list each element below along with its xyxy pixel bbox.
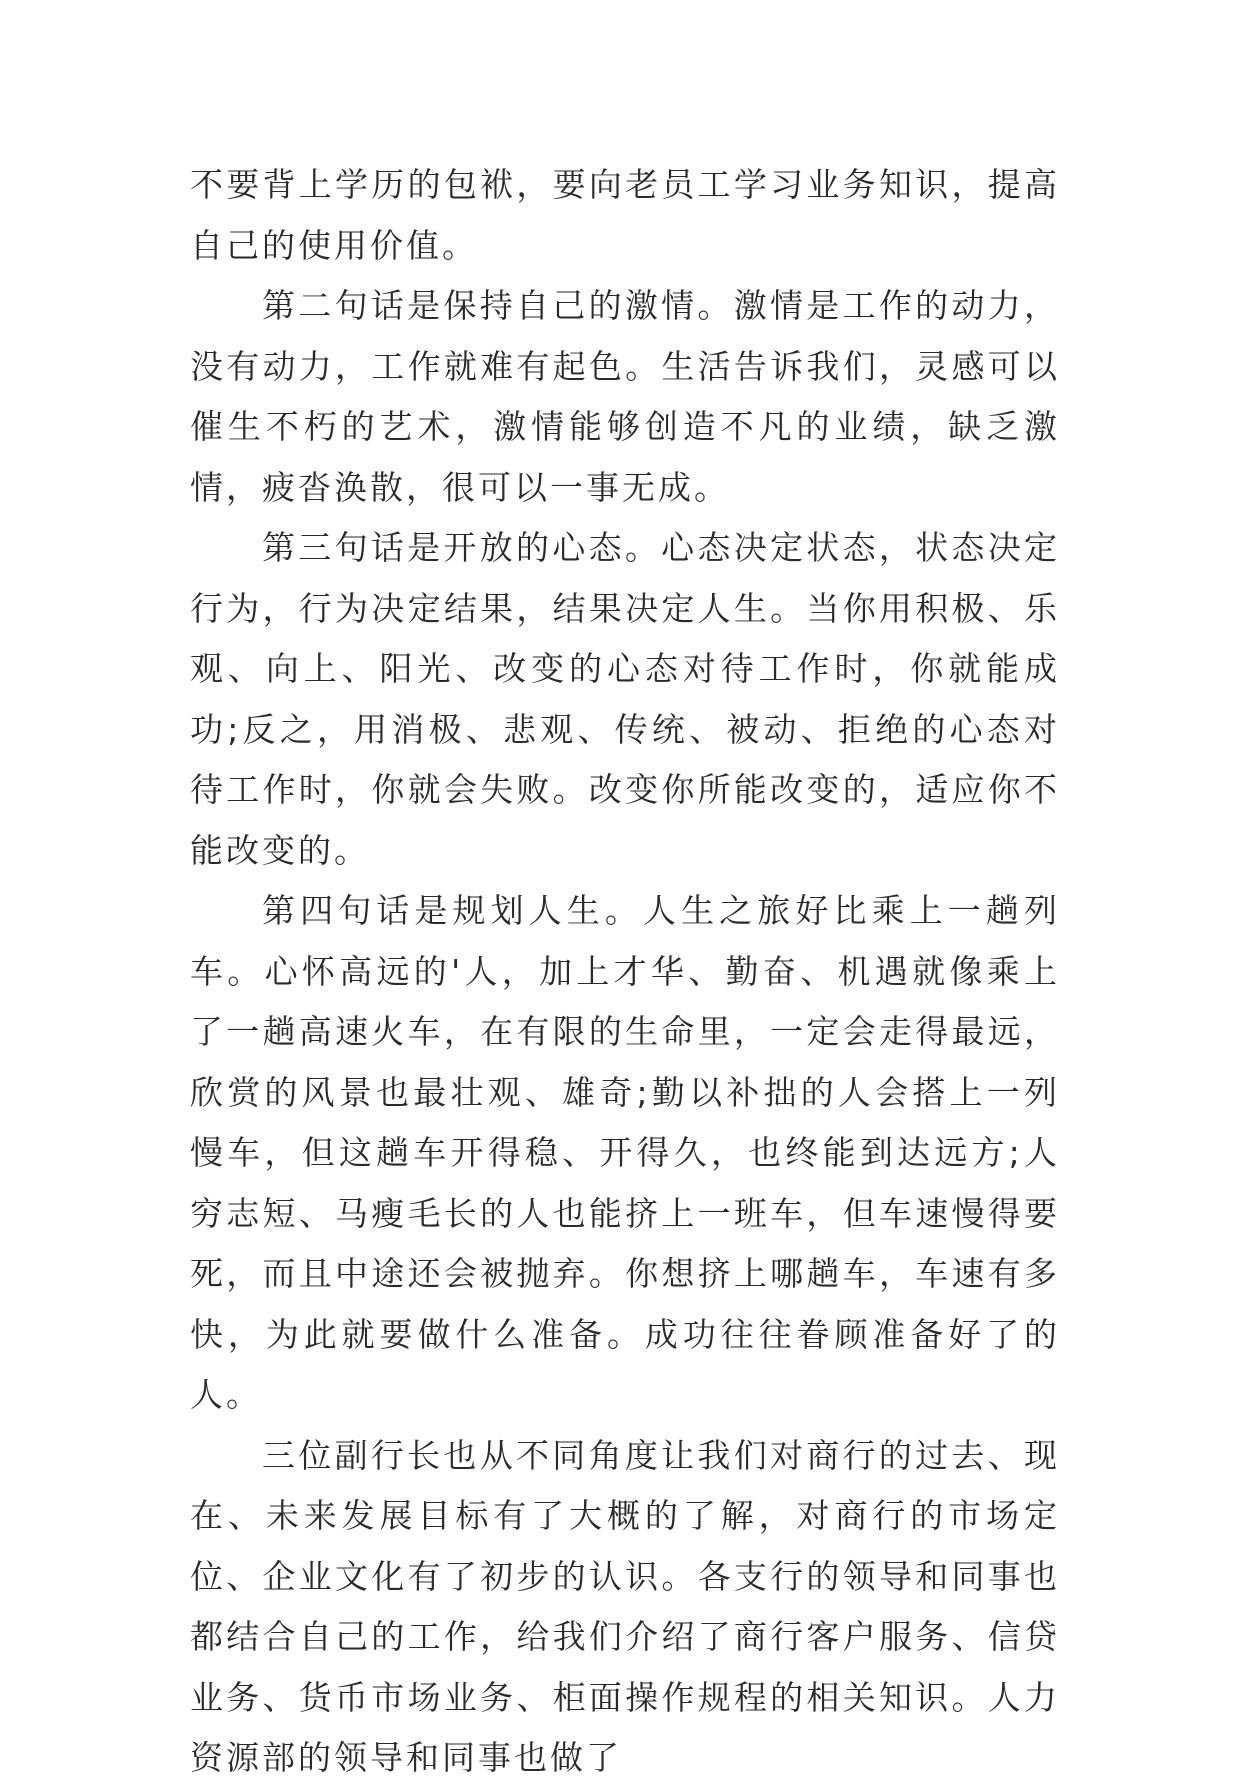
paragraph-third-saying: 第三句话是开放的心态。心态决定状态，状态决定行为，行为决定结果，结果决定人生。当你用积极、乐观、向上、阳光、改变的心态对待工作时，你就能成功;反之，用消极、悲观、传统、被动、拒绝的心态对待工作时，你就会失败。改变你所能改变的，适应你不能改变的。: [190, 528, 1060, 870]
body-text: [190, 155, 1060, 1789]
paragraph-vice-presidents: 三位副行长也从不同角度让我们对商行的过去、现在、未来发展目标有了大概的了解，对商行的市场定位、企业文化有了初步的认识。各支行的领导和同事也都结合自己的工作，给我们介绍了商行客户服务、信贷业务、货币市场业务、柜面操作规程的相关知识。人力资源部的领导和同事也做了: [190, 1435, 1060, 1777]
paragraph-fourth-saying: 第四句话是规划人生。人生之旅好比乘上一趟列车。心怀高远的'人，加上才华、勤奋、机遇就像乘上了一趟高速火车，在有限的生命里，一定会走得最远，欣赏的风景也最壮观、雄奇;勤以补拙的人会搭上一列慢车，但这趟车开得稳、开得久，也终能到达远方;人穷志短、马瘦毛长的人也能挤上一班车，但车速慢得要死，而且中途还会被抛弃。你想挤上哪趟车，车速有多快，为此就要做什么准备。成功往往眷顾准备好了的人。: [190, 891, 1060, 1414]
paragraph-second-saying: 第二句话是保持自己的激情。激情是工作的动力，没有动力，工作就难有起色。生活告诉我们，灵感可以催生不朽的艺术，激情能够创造不凡的业绩，缺乏激情，疲沓涣散，很可以一事无成。: [190, 286, 1060, 507]
paragraph-continuation: 不要背上学历的包袱，要向老员工学习业务知识，提高自己的使用价值。: [190, 165, 1060, 265]
